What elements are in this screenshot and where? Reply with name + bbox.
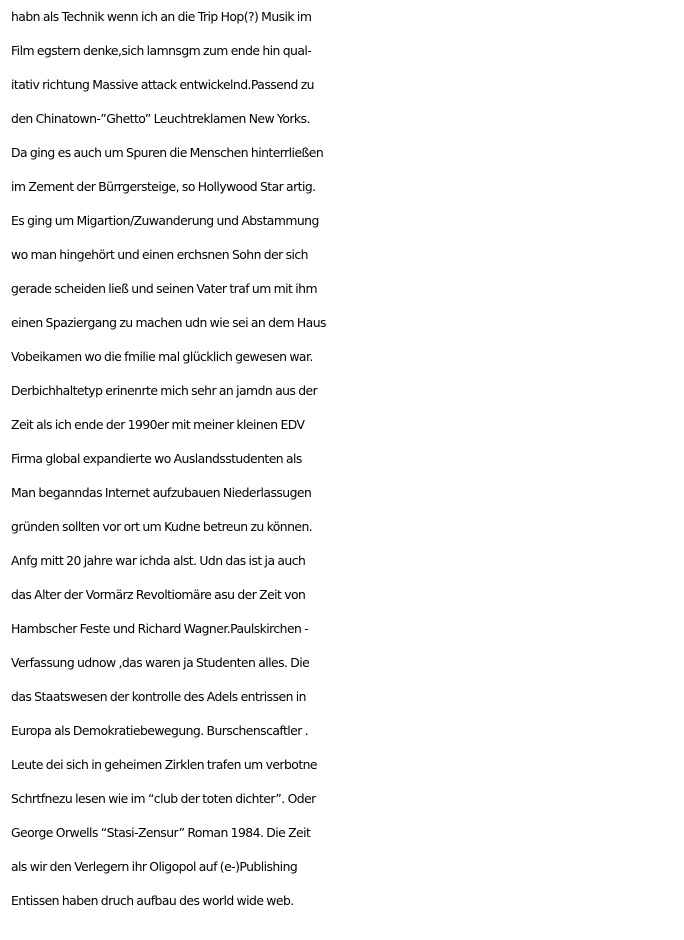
text-line-1: habn als Technik wenn ich an die Trip Hop(?) Musik im (11, 9, 312, 24)
document-body-text (11, 0, 683, 918)
text-line-23: Leute dei sich in geheimen Zirklen trafen um verbotne (11, 757, 318, 772)
text-line-9: gerade scheiden ließ und seinen Vater traf um mit ihm (11, 281, 317, 296)
text-line-26: als wir den Verlegern ihr Oligopol auf (e-)Publishing (11, 859, 298, 874)
text-line-11: Vobeikamen wo die fmilie mal glücklich gewesen war. (11, 349, 313, 364)
text-line-27: Entissen haben druch aufbau des world wide web. (11, 893, 294, 908)
text-line-20: Verfassung udnow ,das waren ja Studenten alles. Die (11, 655, 310, 670)
text-line-3: itativ richtung Massive attack entwickelnd.Passend zu (11, 77, 314, 92)
text-line-22: Europa als Demokratiebewegung. Burschenscaftler . (11, 723, 309, 738)
text-line-5: Da ging es auch um Spuren die Menschen hinterrließen (11, 145, 324, 160)
text-line-15: Man beganndas Internet aufzubauen Niederlassugen (11, 485, 312, 500)
text-line-12: Derbichhaltetyp erinenrte mich sehr an jamdn aus der (11, 383, 318, 398)
text-line-25: George Orwells “Stasi-Zensur” Roman 1984. Die Zeit (11, 825, 311, 840)
text-line-18: das Alter der Vormärz Revoltiomäre asu der Zeit von (11, 587, 306, 602)
text-line-7: Es ging um Migartion/Zuwanderung und Abstammung (11, 213, 319, 228)
text-line-24: Schrtfnezu lesen wie im “club der toten dichter”. Oder (11, 791, 316, 806)
text-line-4: den Chinatown-”Ghetto” Leuchtreklamen New Yorks. (11, 111, 310, 126)
text-line-17: Anfg mitt 20 jahre war ichda alst. Udn das ist ja auch (11, 553, 306, 568)
text-line-16: gründen sollten vor ort um Kudne betreun zu können. (11, 519, 313, 534)
text-line-14: Firma global expandierte wo Auslandsstudenten als (11, 451, 302, 466)
text-line-13: Zeit als ich ende der 1990er mit meiner kleinen EDV (11, 417, 305, 432)
text-line-19: Hambscher Feste und Richard Wagner.Paulskirchen - (11, 621, 309, 636)
text-line-8: wo man hingehört und einen erchsnen Sohn der sich (11, 247, 308, 262)
text-line-21: das Staatswesen der kontrolle des Adels entrissen in (11, 689, 306, 704)
text-line-10: einen Spaziergang zu machen udn wie sei an dem Haus (11, 315, 326, 330)
text-line-6: im Zement der Bürrgersteige, so Hollywood Star artig. (11, 179, 316, 194)
text-line-2: Film egstern denke,sich lamnsgm zum ende hin qual- (11, 43, 312, 58)
